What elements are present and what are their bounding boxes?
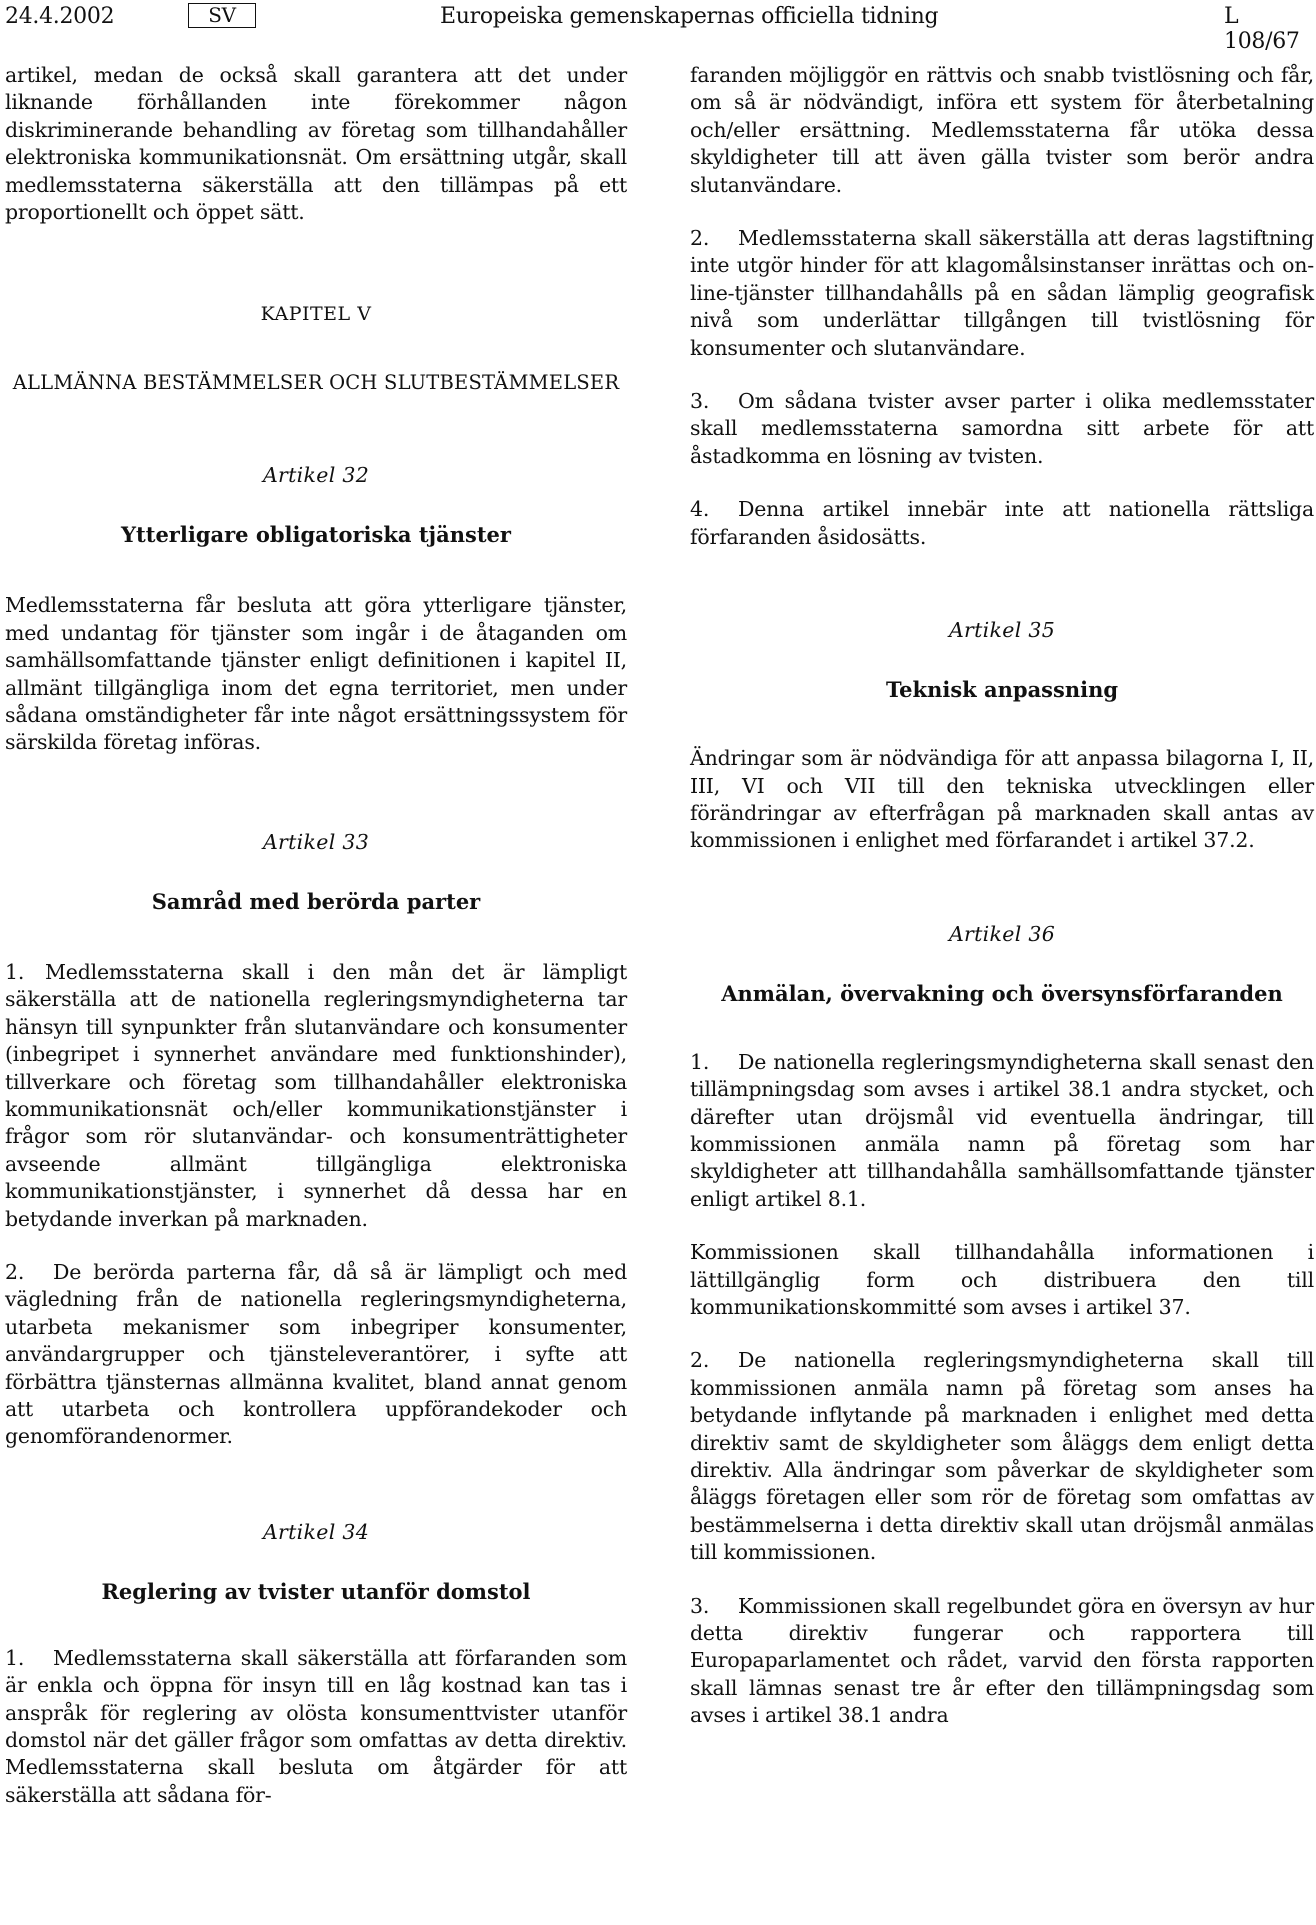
paragraph-text: Om sådana tvister avser parter i olika medlemsstater skall medlemsstaterna samordna sitt arbete för att åstadkomma en lösning av tvisten.	[690, 389, 1314, 468]
article-33-title: Samråd med berörda parter	[151, 888, 481, 914]
article-34-label: Artikel 34	[262, 1519, 370, 1544]
paragraph-number: 2.	[690, 1348, 710, 1373]
paragraph-text: De nationella regleringsmyndigheterna skall till kommissionen anmäla namn på företag som anses ha betydande inflytande på marknaden i enlighet med detta direktiv samt de skyldigheter som åläggs dem enligt detta direktiv. Alla ändringar som påverkar de skyldigheter som åläggs företagen eller som rör de företag som omfattas av bestämmelserna i detta direktiv skall utan dröjsmål anmälas till kommissionen.	[690, 1348, 1314, 1565]
paragraph-text: Medlemsstaterna skall säkerställa att förfaranden som är enkla och öppna för insyn till en låg kostnad kan tas i anspråk för reglering av olösta konsumenttvister utanför domstol när det gäller frågor som omfattas av detta direktiv. Medlemsstaterna skall besluta om åtgärder för att säkerställa att sådana för-	[5, 1645, 627, 1807]
article-36-title: Anmälan, övervakning och översynsförfaranden	[721, 980, 1283, 1006]
paragraph-number: 1.	[5, 959, 25, 984]
article-34-paragraph-3	[690, 388, 1314, 470]
article-33-paragraph-1	[5, 959, 627, 1233]
paragraph-number: 4.	[690, 497, 710, 522]
article-34-paragraph-1	[5, 1645, 627, 1809]
right-column	[690, 62, 1314, 1730]
paragraph-text: Medlemsstaterna skall säkerställa att deras lagstiftning inte utgör hinder för att klagomålsinstanser inrättas och on-line-tjänster tillhandahålls på en sådan lämplig geografisk nivå som underlättar tillgången till tvistlösning för konsumenter och slutanvändare.	[690, 226, 1314, 360]
article-36-paragraph-1b: Kommissionen skall tillhandahålla informationen i lättillgänglig form och distribuera den till kommunikationskommitté som avses i artikel 37.	[690, 1240, 1314, 1319]
language-badge: SV	[188, 3, 256, 28]
article-36-paragraph-3	[690, 1593, 1314, 1730]
paragraph-number: 3.	[690, 1593, 710, 1618]
article-33-paragraph-2	[5, 1259, 627, 1451]
article-34-title: Reglering av tvister utanför domstol	[101, 1578, 531, 1604]
article-32-text: Medlemsstaterna får besluta att göra ytterligare tjänster, med undantag för tjänster som ingår i de åtaganden om samhällsomfattande tjänster enligt definitionen i kapitel II, allmänt tillgängliga inom det egna territoriet, men under sådana omständigheter får inte något ersättningssystem för särskilda företag införas.	[5, 593, 627, 755]
article-36-label: Artikel 36	[948, 921, 1056, 946]
paragraph-number: 1.	[5, 1645, 25, 1670]
page-reference: L 108/67	[1224, 4, 1300, 54]
article-35-title: Teknisk anpassning	[885, 677, 1119, 703]
intro-paragraph: artikel, medan de också skall garantera att det under liknande förhållanden inte förekommer någon diskriminerande behandling av företag som tillhandahåller elektroniska kommunikationsnät. Om ersättning utgår, skall medlemsstaterna säkerställa att den tillämpas på ett proportionellt och öppet sätt.	[5, 63, 627, 225]
paragraph-text: Medlemsstaterna skall i den mån det är lämpligt säkerställa att de nationella regleringsmyndigheterna tar hänsyn till synpunkter från slutanvändare och konsumenter (inbegripet i synnerhet användare med funktionshinder), tillverkare och företag som tillhandahåller elektroniska kommunikationsnät och/eller kommunikationstjänster i frågor som rör slutanvändar- och konsumenträttigheter avseende allmänt tillgängliga elektroniska kommunikationstjänster, i synnerhet då dessa har en betydande inverkan på marknaden.	[5, 959, 627, 1231]
publication-date: 24.4.2002	[5, 4, 115, 29]
article-34-continuation: faranden möjliggör en rättvis och snabb tvistlösning och får, om så är nödvändigt, införa ett system för återbetalning och/eller ersättning. Medlemsstaterna får utöka dessa skyldigheter till att även gälla tvister som berör andra slutanvändare.	[690, 63, 1314, 197]
chapter-title: ALLMÄNNA BESTÄMMELSER OCH SLUTBESTÄMMELSER	[12, 371, 620, 395]
article-33-label: Artikel 33	[262, 829, 370, 854]
paragraph-number: 2.	[690, 226, 710, 251]
paragraph-number: 3.	[690, 389, 710, 414]
paragraph-text: De nationella regleringsmyndigheterna skall senast den tillämpningsdag som avses i artikel 38.1 andra stycket, och därefter utan dröjsmål vid eventuella ändringar, till kommissionen anmäla namn på företag som har skyldigheter att tillhandahålla samhällsomfattande tjänster enligt artikel 8.1.	[690, 1049, 1314, 1211]
article-36-paragraph-1	[690, 1049, 1314, 1213]
article-36-paragraph-2	[690, 1347, 1314, 1566]
article-34-paragraph-4	[690, 496, 1314, 551]
article-35-text: Ändringar som är nödvändiga för att anpassa bilagorna I, II, III, VI och VII till den tekniska utvecklingen eller förändringar av efterfrågan på marknaden skall antas av kommissionen i enlighet med förfarandet i artikel 37.2.	[690, 746, 1314, 853]
article-35-label: Artikel 35	[948, 618, 1056, 643]
left-column	[5, 62, 627, 1809]
article-32-label: Artikel 32	[262, 463, 370, 488]
paragraph-text: De berörda parterna får, då så är lämpligt och med vägledning från de nationella regleringsmyndigheterna, utarbeta mekanismer som inbegriper konsumenter, användargrupper och tjänsteleverantörer, i syfte att förbättra tjänsternas allmänna kvalitet, bland annat genom att utarbeta och kontrollera uppförandekoder och genomförandenormer.	[5, 1259, 627, 1449]
paragraph-number: 2.	[5, 1259, 25, 1284]
paragraph-text: Kommissionen skall regelbundet göra en översyn av hur detta direktiv fungerar och rapportera till Europaparlamentet och rådet, varvid den första rapporten skall lämnas senast tre år efter den tillämpningsdag som avses i artikel 38.1 andra	[690, 1593, 1314, 1728]
paragraph-text: Denna artikel innebär inte att nationella rättsliga förfaranden åsidosätts.	[690, 497, 1314, 549]
journal-title: Europeiska gemenskapernas officiella tidning	[440, 4, 939, 29]
article-32-title: Ytterligare obligatoriska tjänster	[121, 522, 511, 548]
chapter-label: KAPITEL V	[260, 303, 372, 326]
page-header	[0, 0, 1316, 54]
article-34-paragraph-2	[690, 225, 1314, 362]
paragraph-number: 1.	[690, 1049, 710, 1074]
